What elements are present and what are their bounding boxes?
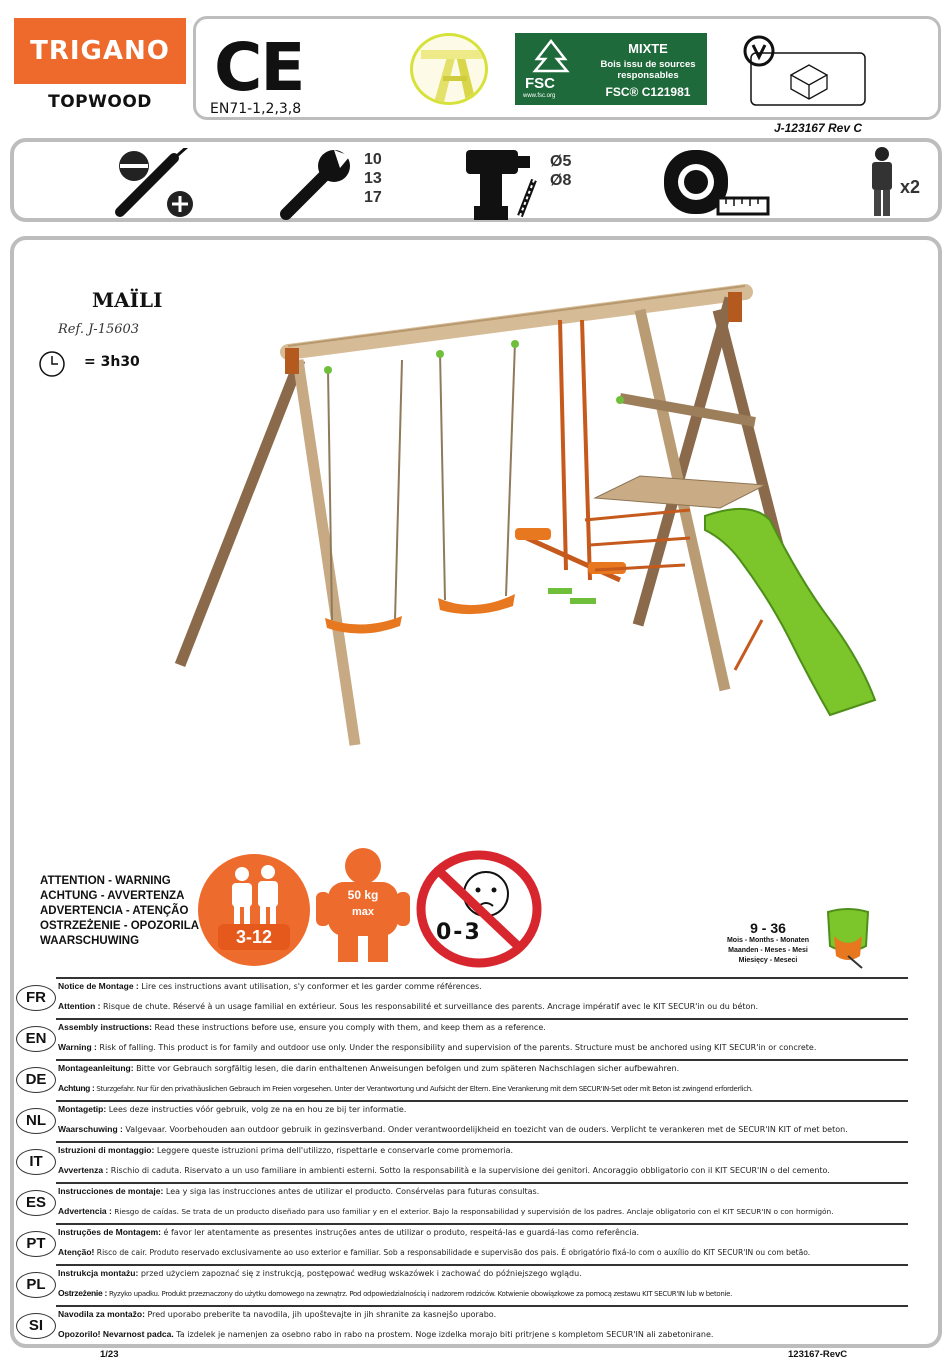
prohibited-baby-icon (416, 850, 542, 968)
wood-material-icon (410, 33, 488, 105)
instruction-text: Pred uporabo preberite ta navodila, jih upoštevajte in jih shranite za kasnejšo uporabo. (144, 1310, 497, 1319)
tape-measure-icon (662, 146, 772, 225)
row-separator (56, 1305, 908, 1307)
language-code: ES (16, 1190, 56, 1216)
age-range: 3-12 (218, 924, 290, 950)
instruction-heading: Instruções de Montagem: (58, 1227, 161, 1237)
screwdriver-icon (112, 148, 198, 223)
lang-row-it (14, 1141, 908, 1182)
fsc-mixte: MIXTE (628, 41, 668, 56)
wrench-size: 17 (364, 189, 382, 206)
lang-row-pl (14, 1264, 908, 1305)
instruction-text: przed użyciem zapoznać się z instrukcją, postępować według wskazówek i zachować do późniejszego wglądu. (138, 1269, 582, 1278)
language-code: SI (16, 1313, 56, 1339)
warning-heading: Achtung : (58, 1083, 95, 1093)
baby-seat-icon (822, 906, 874, 972)
baby-seat-unit: Miesięcy - Meseci (738, 957, 798, 964)
instruction-text: Lees deze instructies vóór gebruik, volg ze na en hou ze bij ter informatie. (106, 1105, 407, 1114)
warning-heading: Atenção! (58, 1247, 95, 1257)
warning-heading: Opozorilo! Nevarnost padca. (58, 1329, 174, 1339)
lang-row-pt (14, 1223, 908, 1264)
drill-icon (462, 146, 542, 227)
fsc-tree-icon (529, 39, 573, 75)
not-for-under-3-badge (416, 850, 542, 968)
instruction-text: Bitte vor Gebrauch sorgfältig lesen, die darin enthaltenen Anweisungen befolgen und zum späteren Nachschlagen sicher aufbewahren. (133, 1064, 680, 1073)
instruction-heading: Navodila za montažo: (58, 1309, 145, 1319)
person-icon (868, 146, 896, 223)
not-for-age: 0-3 (436, 920, 482, 945)
max-weight-sub: max (351, 906, 375, 918)
row-separator (56, 977, 908, 979)
row-separator (56, 1223, 908, 1225)
baby-seat-unit: Maanden - Meses - Mesi (728, 947, 808, 954)
age-badge (198, 854, 310, 966)
max-weight: 50 kg (347, 888, 379, 902)
lang-row-fr (14, 977, 908, 1018)
document-revision: J-123167 Rev C (773, 121, 862, 135)
wrench-icon (276, 148, 356, 225)
instruction-text: Lea y siga las instrucciones antes de utilizar el producto. Consérvelas para futuras consultas. (163, 1187, 540, 1196)
norm-label: EN71-1,2,3,8 (210, 101, 302, 117)
fsc-url: www.fsc.org (523, 93, 556, 99)
row-separator (56, 1141, 908, 1143)
language-code: FR (16, 985, 56, 1011)
language-code: EN (16, 1026, 56, 1052)
lang-row-en (14, 1018, 908, 1059)
persons-count: x2 (900, 177, 921, 197)
baby-seat-age (718, 920, 818, 966)
instruction-text: Read these instructions before use, ensure you comply with them, and keep them as a reference. (152, 1023, 546, 1032)
warning-text: Sturzgefahr. Nur für den privathäuslichen Gebrauch im Freien vorgesehen. Unter der Verantwortung und Aufsicht der Eltern. Eine Verankerung mit dem SECUR'IN-Set oder mit Beton ist zwingend erforderlich. (94, 1085, 753, 1093)
lang-row-si (14, 1305, 908, 1346)
language-code: IT (16, 1149, 56, 1175)
instruction-heading: Montageanleitung: (58, 1063, 134, 1073)
instruction-text: Lire ces instructions avant utilisation, s'y conformer et les garder comme références. (138, 982, 482, 991)
instruction-heading: Assembly instructions: (58, 1022, 152, 1032)
weight-badge (314, 846, 412, 964)
warning-title: ACHTUNG - AVVERTENZA (40, 890, 185, 902)
fsc-word: FSC (525, 75, 555, 92)
lang-row-es (14, 1182, 908, 1223)
instruction-heading: Istruzioni di montaggio: (58, 1145, 155, 1155)
baby-seat-range: 9 - 36 (750, 920, 786, 936)
row-separator (56, 1264, 908, 1266)
product-ref: Ref. J-15603 (58, 322, 140, 337)
wrench-sizes (364, 150, 382, 207)
warning-text: Valgevaar. Voorbehouden aan outdoor gebruik in gezinsverband. Onder verantwoordelijkheid en toezicht van de ouders. Verplicht te verankeren met de SECUR'IN KIT of met beton. (122, 1125, 848, 1134)
swing-set-illustration (170, 280, 890, 750)
warning-title: ATTENTION - WARNING (40, 875, 171, 887)
row-separator (56, 1100, 908, 1102)
lang-row-de (14, 1059, 908, 1100)
language-code: DE (16, 1067, 56, 1093)
fsc-code: FSC® C121981 (605, 85, 691, 99)
warning-title: OSTRZEŻENIE - OPOZORILA (40, 920, 200, 932)
trigano-logo (14, 18, 186, 84)
warning-heading: Attention : (58, 1001, 101, 1011)
warning-text: Ryzyko upadku. Produkt przeznaczony do użytku domowego na zewnątrz. Pod odpowiedzialnością i nadzorem rodziców. Kotwienie obowiązkowe za pomocą zestawu KIT SECUR'IN lub w betonie. (107, 1290, 733, 1298)
children-icon (224, 864, 284, 926)
warning-titles (40, 874, 199, 949)
brand-sub: TOPWOOD (48, 92, 152, 112)
drill-sizes (550, 152, 571, 190)
product-name: MAÏLI (92, 288, 163, 312)
certification-panel (193, 16, 941, 120)
wrench-size: 10 (364, 151, 382, 168)
baby-seat-unit: Mois - Months - Monaten (726, 937, 810, 944)
instruction-heading: Instrukcja montażu: (58, 1268, 139, 1278)
instruction-heading: Instrucciones de montaje: (58, 1186, 164, 1196)
warning-heading: Waarschuwing : (58, 1124, 123, 1134)
recycling-icon (741, 29, 867, 109)
brand-name: TRIGANO (30, 36, 170, 66)
drill-size: Ø5 (550, 153, 572, 170)
instruction-heading: Montagetip: (58, 1104, 107, 1114)
instruction-heading: Notice de Montage : (58, 981, 139, 991)
warning-text: Riesgo de caídas. Se trata de un producto diseñado para uso familiar y en el exterior. Bajo la responsabilidad y supervisión de los padres. Anclaje obligatorio con el KIT SECUR'IN o con hormigón. (111, 1207, 834, 1216)
row-separator (56, 1059, 908, 1061)
warning-heading: Warning : (58, 1042, 97, 1052)
warning-text: Risque de chute. Réservé à un usage familial en extérieur. Sous les responsabilité et surveillance des parents. Ancrage impératif avec le KIT SECUR'in ou du béton. (100, 1002, 759, 1011)
language-code: PL (16, 1272, 56, 1298)
warning-text: Risco de cair. Produto reservado exclusivamente ao uso exterior e familiar. Sob a responsabilidade e supervisão dos pais. É obrigatório fixá-lo com o auxílio do KIT SECUR'IN ou com betão. (94, 1248, 811, 1257)
row-separator (56, 1018, 908, 1020)
row-separator (56, 1182, 908, 1184)
warning-heading: Avvertenza : (58, 1165, 109, 1175)
fsc-description: Bois issu de sources responsables (600, 59, 696, 81)
lang-row-nl (14, 1100, 908, 1141)
drill-size: Ø8 (550, 172, 572, 189)
page-number: 1/23 (100, 1349, 119, 1360)
warning-title: WAARSCHUWING (40, 935, 140, 947)
instruction-text: é favor ler atentamente as presentes instruções antes de utilizar o produto, respeitá-las e guardá-las como referência. (160, 1228, 640, 1237)
warning-title: ADVERTENCIA - ATENÇÃO (40, 905, 189, 917)
warning-text: Risk of falling. This product is for family and outdoor use only. Under the responsibility and supervision of the parents. Structure must be anchored using KIT SECUR'in or concrete. (96, 1043, 817, 1052)
tools-panel (10, 138, 942, 222)
fsc-label (515, 33, 707, 105)
wrench-size: 13 (364, 170, 382, 187)
warning-text: Rischio di caduta. Riservato a un uso familiare in ambienti esterni. Sotto la responsabilità e la supervisione dei genitori. Ancoraggio obbligatorio con il KIT SECUR'IN o del cemento. (108, 1166, 830, 1175)
ce-mark: CE (214, 29, 304, 106)
clock-icon (38, 350, 66, 383)
person-weight-icon (314, 846, 412, 964)
warning-heading: Advertencia : (58, 1206, 112, 1216)
footer-reference: 123167-RevC (788, 1349, 848, 1360)
warning-heading: Ostrzeżenie : (58, 1288, 108, 1298)
language-code: PT (16, 1231, 56, 1257)
language-code: NL (16, 1108, 56, 1134)
warning-text: Ta izdelek je namenjen za osebno rabo in rabo na prostem. Noge izdelka morajo biti pritrjene s kompletom SECUR'IN ali zabetonirane. (173, 1330, 714, 1339)
instruction-text: Leggere queste istruzioni prima dell'utilizzo, rispettarle e conservarle come promemoria. (154, 1146, 514, 1155)
assembly-duration: = 3h30 (84, 354, 140, 370)
